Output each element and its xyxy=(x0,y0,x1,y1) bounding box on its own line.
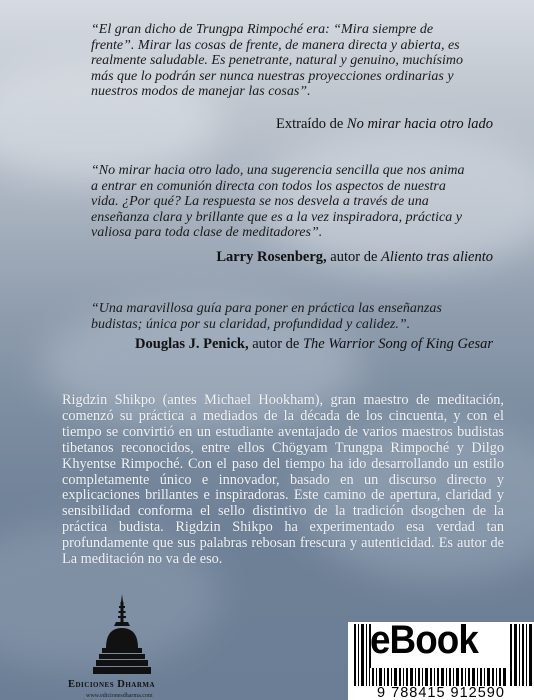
quote-text: “El gran dicho de Trungpa Rimpoché era: “Mira siempre de frente”. Mirar las cosas de frente, de manera directa y abierta, es realmente saludable. Es penetrante, natural y genuino, muchísimo más que lo podrán ser nunca nuestras proyecciones ordinarias y nuestros modos de manejar las cosas”. xyxy=(91,22,463,100)
stupa-logo-icon xyxy=(92,592,152,676)
attribution-mid: autor de xyxy=(326,249,382,265)
quote-attribution xyxy=(276,116,493,133)
author-bio: Rigdzin Shikpo (antes Michael Hookham), gran maestro de meditación, comenzó su práctica a mediados de la década de los cincuenta, y con el tiempo se convirtió en un estudiante aventajado de varios maestros budistas tibetanos reconocidos, entre ellos Chögyam Trungpa Rimpoché y Dilgo Khyentse Rimpoché. Con el paso del tiempo ha ido desarrollando un estilo completamente único e innovador, basado en un discurso directo y explicaciones brillantes e inspiradoras. Este camino de apertura, claridad y sensibilidad conforma el sello distintivo de la tradición dsogchen de la práctica budista. Rigdzin Shikpo ha experimentado esa verdad tan profundamente que sus palabras rebosan frescura y autenticidad. Es autor de La meditación no va de eso. xyxy=(62,392,504,568)
publisher-name: Ediciones Dharma xyxy=(68,679,156,690)
attribution-work: No mirar hacia otro lado xyxy=(346,116,493,132)
attribution-author: Douglas J. Penick, xyxy=(135,336,249,352)
attribution-mid: autor de xyxy=(248,336,303,352)
isbn-number: 9 788415 912590 xyxy=(377,685,505,700)
attribution-work: The Warrior Song of King Gesar xyxy=(302,336,493,352)
quote-text: “Una maravillosa guía para poner en práctica las enseñanzas budistas; única por su claridad, profundidad y calidez.”. xyxy=(91,301,442,332)
quote-text: “No mirar hacia otro lado, una sugerencia sencilla que nos anima a entrar en comunión directa con todos los aspectos de nuestra vida. ¿Por qué? La respuesta se nos desvela a través de una enseñanza clara y brillante que es a la vez inspiradora, práctica y valiosa para toda clase de meditadores”. xyxy=(91,163,465,241)
attribution-prefix: Extraído de xyxy=(276,116,347,132)
attribution-work: Aliento tras aliento xyxy=(381,249,493,265)
ebook-barcode-badge xyxy=(348,622,534,700)
quote-attribution xyxy=(135,336,493,353)
ebook-label: eBook xyxy=(370,622,478,662)
quote-attribution xyxy=(216,249,493,266)
publisher-url: www.edicionesdharma.com xyxy=(86,693,153,699)
attribution-author: Larry Rosenberg, xyxy=(216,249,327,265)
